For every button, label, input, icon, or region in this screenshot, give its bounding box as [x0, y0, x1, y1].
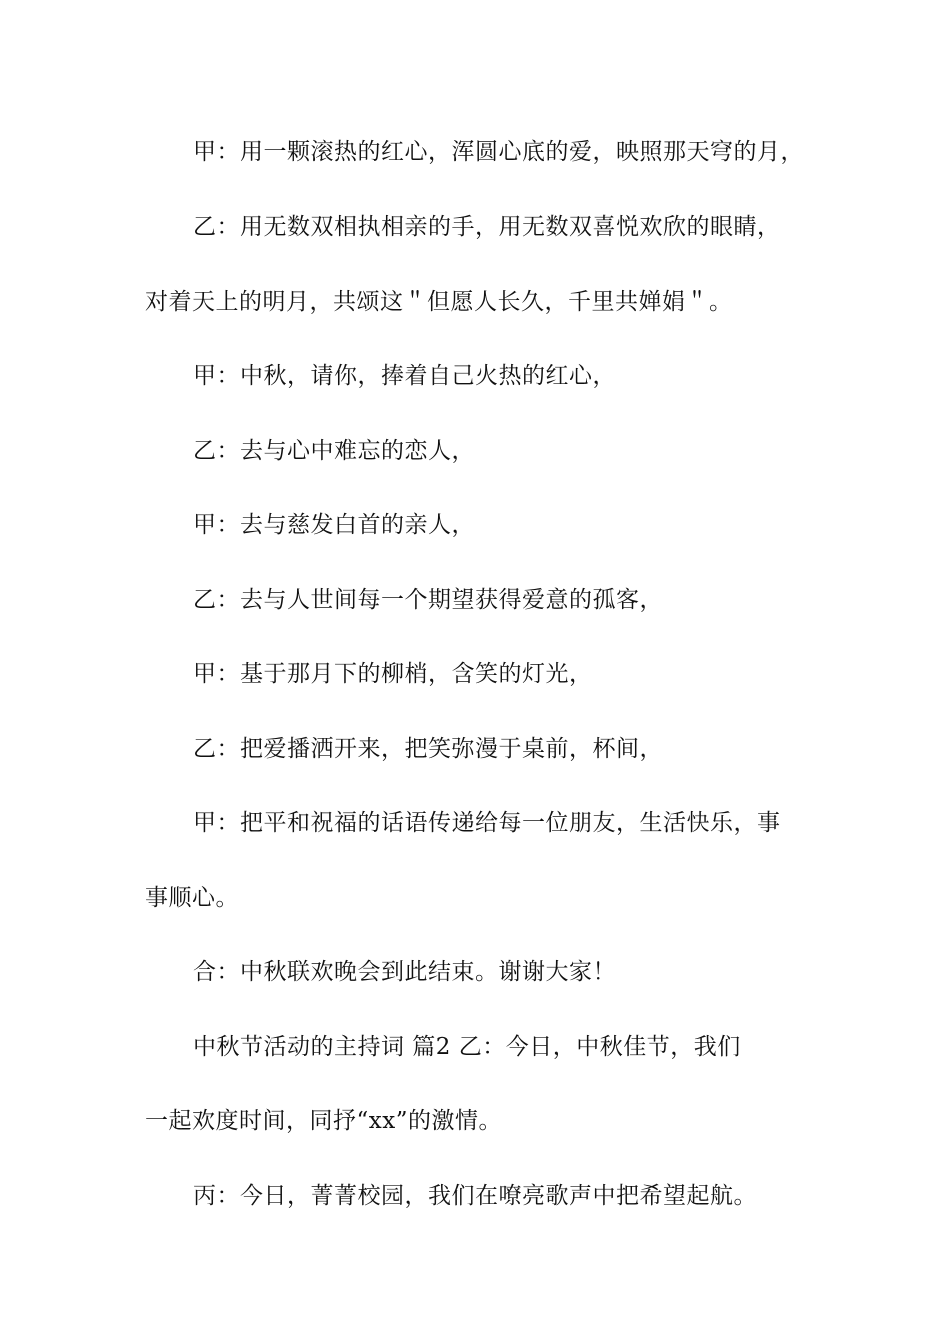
paragraph-line: 对着天上的明月，共颂这＂但愿人长久，千里共婵娟＂。	[145, 289, 733, 315]
paragraph-line: 丙：今日，菁菁校园，我们在嘹亮歌声中把希望起航。	[193, 1183, 757, 1209]
paragraph-line: 乙：去与人世间每一个期望获得爱意的孤客，	[193, 587, 663, 613]
paragraph-line: 甲：基于那月下的柳梢，含笑的灯光，	[193, 661, 593, 687]
paragraph-line: 甲：用一颗滚热的红心，浑圆心底的爱，映照那天穹的月，	[193, 139, 804, 165]
paragraph-line: 乙：把爱播洒开来，把笑弥漫于桌前，杯间，	[193, 736, 663, 762]
paragraph-line: 一起欢度时间，同抒“xx”的激情。	[145, 1108, 502, 1134]
paragraph-line: 乙：去与心中难忘的恋人，	[193, 438, 475, 464]
paragraph-line: 合：中秋联欢晚会到此结束。谢谢大家！	[193, 959, 616, 985]
paragraph-line: 甲：去与慈发白首的亲人，	[193, 512, 475, 538]
paragraph-line: 事顺心。	[145, 885, 239, 911]
paragraph-line: 中秋节活动的主持词 篇2 乙：今日，中秋佳节，我们	[193, 1034, 741, 1060]
paragraph-line: 甲：把平和祝福的话语传递给每一位朋友，生活快乐，事	[193, 810, 781, 836]
paragraph-line: 乙：用无数双相执相亲的手，用无数双喜悦欢欣的眼睛，	[193, 214, 781, 240]
paragraph-line: 甲：中秋，请你，捧着自己火热的红心，	[193, 363, 616, 389]
